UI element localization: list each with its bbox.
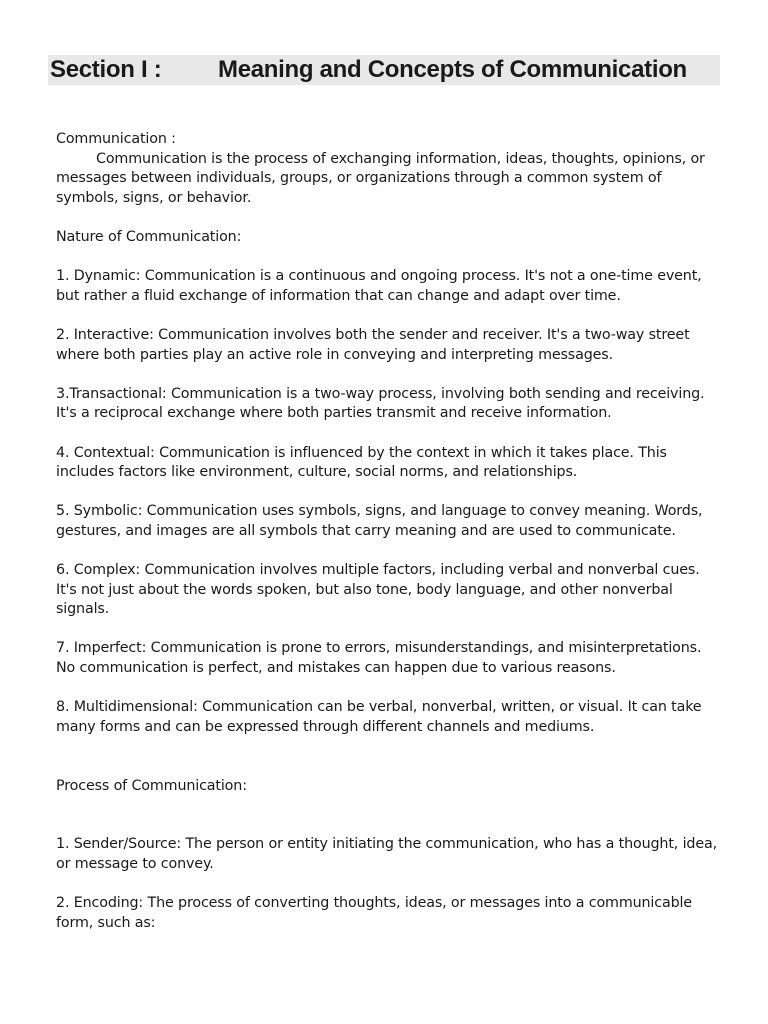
- nature-item-dynamic: 1. Dynamic: Communication is a continuous and ongoing process. It's not a one-time event, but rather a fluid exchange of information that can change and adapt over time.: [56, 268, 702, 304]
- process-heading: Process of Communication:: [56, 777, 247, 794]
- document-body: [56, 130, 724, 933]
- nature-item-complex: 6. Complex: Communication involves multiple factors, including verbal and nonverbal cues. It's not just about the words spoken, but also tone, body language, and other nonverbal signals.: [56, 562, 700, 618]
- definition-term: Communication :: [56, 131, 176, 147]
- nature-item-contextual: 4. Contextual: Communication is influenced by the context in which it takes place. This includes factors like environment, culture, social norms, and relationships.: [56, 444, 667, 481]
- definition-text: Communication is the process of exchanging information, ideas, thoughts, opinions, or messages between individuals, groups, or organizations through a common system of symbols, signs, or behavior.: [56, 150, 705, 206]
- nature-item-symbolic: 5. Symbolic: Communication uses symbols, signs, and language to convey meaning. Words, gestures, and images are all symbols that carry meaning and are used to communicate.: [56, 503, 703, 539]
- nature-item-interactive: 2. Interactive: Communication involves both the sender and receiver. It's a two-way street where both parties play an active role in conveying and interpreting messages.: [56, 326, 690, 363]
- section-label: Section I :: [50, 56, 162, 83]
- process-item-sender: 1. Sender/Source: The person or entity initiating the communication, who has a thought, idea, or message to convey.: [56, 836, 717, 872]
- nature-heading: Nature of Communication:: [56, 228, 242, 245]
- nature-item-transactional: 3.Transactional: Communication is a two-way process, involving both sending and receiving. It's a reciprocal exchange where both parties transmit and receive information.: [56, 385, 705, 422]
- process-item-encoding: 2. Encoding: The process of converting thoughts, ideas, or messages into a communicable form, such as:: [56, 895, 692, 931]
- nature-item-imperfect: 7. Imperfect: Communication is prone to errors, misunderstandings, and misinterpretations. No communication is perfect, and mistakes can happen due to various reasons.: [56, 640, 702, 677]
- section-heading: [48, 55, 720, 85]
- nature-item-multidimensional: 8. Multidimensional: Communication can be verbal, nonverbal, written, or visual. It can take many forms and can be expressed through different channels and mediums.: [56, 699, 702, 735]
- section-title: Meaning and Concepts of Communication: [218, 56, 687, 83]
